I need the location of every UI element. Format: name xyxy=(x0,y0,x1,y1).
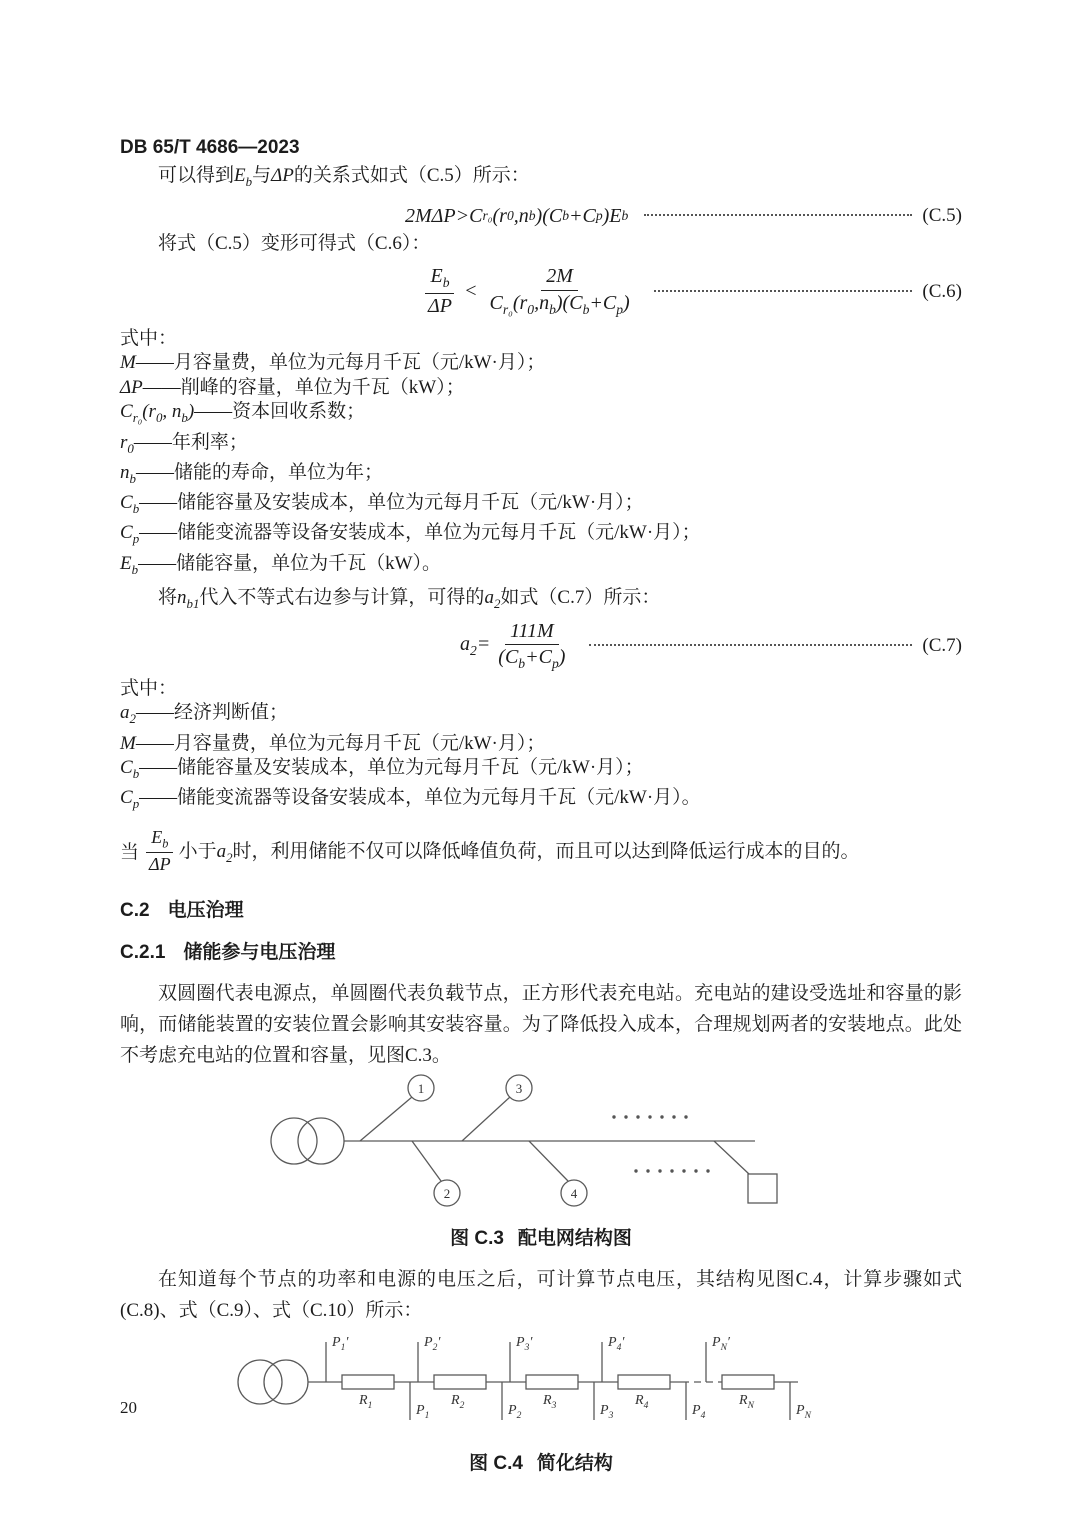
numerator: $E_b$ xyxy=(425,265,454,293)
branch-line xyxy=(360,1097,412,1141)
resistor-label: $R_2$ xyxy=(451,1393,465,1411)
doc-number: DB 65/T 4686—2023 xyxy=(120,137,300,158)
denominator: ΔP xyxy=(149,853,171,874)
resistor-label: $R_1$ xyxy=(359,1393,373,1411)
injection-power-label: $P_1'$ xyxy=(332,1335,349,1353)
figure-title: 简化结构 xyxy=(536,1453,613,1475)
branch-line xyxy=(529,1141,568,1181)
formula-c7-expression xyxy=(460,620,573,673)
figure-number: 图 C.4 xyxy=(469,1453,523,1475)
formula-c7-row xyxy=(120,619,962,673)
formula-c5-label: (C.5) xyxy=(922,205,962,227)
numerator: $E_b$ xyxy=(146,827,173,853)
load-power-label: $P_4$ xyxy=(692,1403,706,1421)
definition-item: $C_{r_0}(r_0$, $n_b)——$资本回收系数； xyxy=(120,401,366,426)
figure-c3-distribution-network-diagram xyxy=(248,1071,888,1221)
relation-sign: < xyxy=(463,280,478,303)
definition-item: M——月容量费，单位为元每月千瓦（元/kW·月）； xyxy=(120,732,546,754)
definition-item: $C_b——$储能容量及安装成本，单位为元每月千瓦（元/kW·月）； xyxy=(120,492,644,516)
definition-item: $C_p——$储能变流器等设备安装成本，单位为元每月千瓦（元/kW·月）。 xyxy=(120,787,701,812)
injection-power-label: $P_4'$ xyxy=(608,1335,625,1353)
definition-item: $C_b——$储能容量及安装成本，单位为元每月千瓦（元/kW·月）； xyxy=(120,757,644,781)
section-title: 储能参与电压治理 xyxy=(183,942,336,964)
figure-c3-canvas xyxy=(248,1071,888,1221)
power-source-icon xyxy=(238,1360,282,1404)
section-number: C.2 xyxy=(120,900,150,922)
page-number: 20 xyxy=(120,1398,137,1417)
resistor-box xyxy=(434,1375,486,1389)
figure-title: 配电网结构图 xyxy=(517,1228,632,1250)
conclusion-line xyxy=(120,827,962,875)
branch-line xyxy=(714,1141,749,1174)
node-label: 3 xyxy=(515,1081,523,1097)
paragraph-figure-c4-intro: 在知道每个节点的功率和电源的电压之后，可计算节点电压，其结构见图C.4，计算步骤如式(C.8)、式（C.9）、式（C.10）所示： xyxy=(120,1269,962,1322)
where-label: 式中： xyxy=(120,677,178,699)
definition-item: $r_0——$年利率； xyxy=(120,431,248,456)
formula-c6-label: (C.6) xyxy=(922,280,962,302)
load-power-label: $P_2$ xyxy=(508,1403,522,1421)
formula-c5-row xyxy=(120,205,962,228)
formula-c7-lhs: $a_2=$ xyxy=(460,632,491,658)
load-power-label: $P_1$ xyxy=(416,1403,430,1421)
dotted-leader xyxy=(644,214,912,216)
definition-item: $a_2——$经济判断值； xyxy=(120,702,288,727)
numerator: 2M xyxy=(541,265,578,291)
definition-item: M——月容量费，单位为元每月千瓦（元/kW·月）； xyxy=(120,352,546,374)
definition-item: $E_b——$储能容量，单位为千瓦（kW）。 xyxy=(120,552,441,577)
load-power-label: $P_N$ xyxy=(796,1403,811,1421)
dotted-leader xyxy=(589,644,912,646)
section-number: C.2.1 xyxy=(120,942,166,964)
figure-c3-caption xyxy=(120,1227,962,1251)
conclusion-text: 小于$a_2$时，利用储能不仅可以降低峰值负荷，而且可以达到降低运行成本的目的。 xyxy=(178,840,860,865)
power-source-icon xyxy=(271,1118,317,1164)
definition-item: ΔP——削峰的容量，单位为千瓦（kW）； xyxy=(120,376,465,398)
resistor-label: $R_N$ xyxy=(739,1393,754,1411)
resistor-box xyxy=(618,1375,670,1389)
figure-number: 图 C.3 xyxy=(450,1228,504,1250)
paragraph-intro-c6: 将式（C.5）变形可得式（C.6）： xyxy=(158,232,431,254)
power-source-icon xyxy=(298,1118,344,1164)
numerator: 111M xyxy=(505,620,559,646)
branch-line xyxy=(462,1097,510,1141)
formula-c6-row xyxy=(120,263,962,321)
injection-power-label: $P_2'$ xyxy=(424,1335,441,1353)
where-label: 式中： xyxy=(120,327,178,349)
paragraph-figure-c3-intro: 双圆圈代表电源点，单圆圈代表负载节点，正方形代表充电站。充电站的建设受选址和容量的影响，而储能装置的安装位置会影响其安装容量。为了降低投入成本，合理规划两者的安装地点。此处不考虑充电站的位置和容量，见图C.3。 xyxy=(120,983,962,1067)
denominator: $(C_b+C_p)$ xyxy=(498,646,566,672)
fraction xyxy=(484,265,634,318)
fraction xyxy=(423,265,457,318)
dotted-leader xyxy=(654,290,913,292)
definition-item: $C_p——$储能变流器等设备安装成本，单位为元每月千瓦（元/kW·月）； xyxy=(120,522,701,547)
paragraph-intro-c7: 将$n_{b1}$代入不等式右边参与计算，可得的$a_2$如式（C.7）所示： xyxy=(158,587,661,611)
conclusion-prefix: 当 xyxy=(120,842,140,864)
node-label: 2 xyxy=(443,1186,451,1202)
node-label: 1 xyxy=(417,1081,425,1097)
resistor-label: $R_4$ xyxy=(635,1393,649,1411)
fraction xyxy=(144,827,176,875)
ellipsis-dots-bottom xyxy=(634,1169,709,1172)
branch-line xyxy=(412,1141,441,1181)
fraction xyxy=(493,620,570,673)
section-title: 电压治理 xyxy=(167,900,244,922)
formula-c6-expression xyxy=(420,265,638,318)
injection-power-label: $P_N'$ xyxy=(712,1335,730,1353)
denominator: $C_{r_0}(r_0,n_b)(C_b+C_p)$ xyxy=(489,292,630,318)
formula-c5-expression: 2MΔP>C r₀ (r 0 ,n b )(C b +C p )E b xyxy=(405,204,629,227)
resistor-box xyxy=(342,1375,394,1389)
formula-c7-label: (C.7) xyxy=(922,634,962,656)
figure-c4-caption xyxy=(120,1452,962,1476)
resistor-box xyxy=(526,1375,578,1389)
power-source-icon xyxy=(264,1360,308,1404)
section-heading-c21 xyxy=(120,941,962,965)
ellipsis-dots-top xyxy=(612,1115,687,1118)
section-heading-c2 xyxy=(120,899,962,923)
resistor-box xyxy=(722,1375,774,1389)
denominator: ΔP xyxy=(428,294,452,317)
injection-power-label: $P_3'$ xyxy=(516,1335,533,1353)
figure-c4-simplified-structure-diagram xyxy=(220,1330,840,1442)
resistor-label: $R_3$ xyxy=(543,1393,557,1411)
paragraph-intro-c5: 可以得到$E_b$与ΔP的关系式如式（C.5）所示： xyxy=(158,165,530,189)
load-power-label: $P_3$ xyxy=(600,1403,614,1421)
node-label: 4 xyxy=(570,1186,578,1202)
charging-station-square xyxy=(748,1174,777,1203)
definition-item: $n_b——$储能的寿命，单位为年； xyxy=(120,461,383,486)
